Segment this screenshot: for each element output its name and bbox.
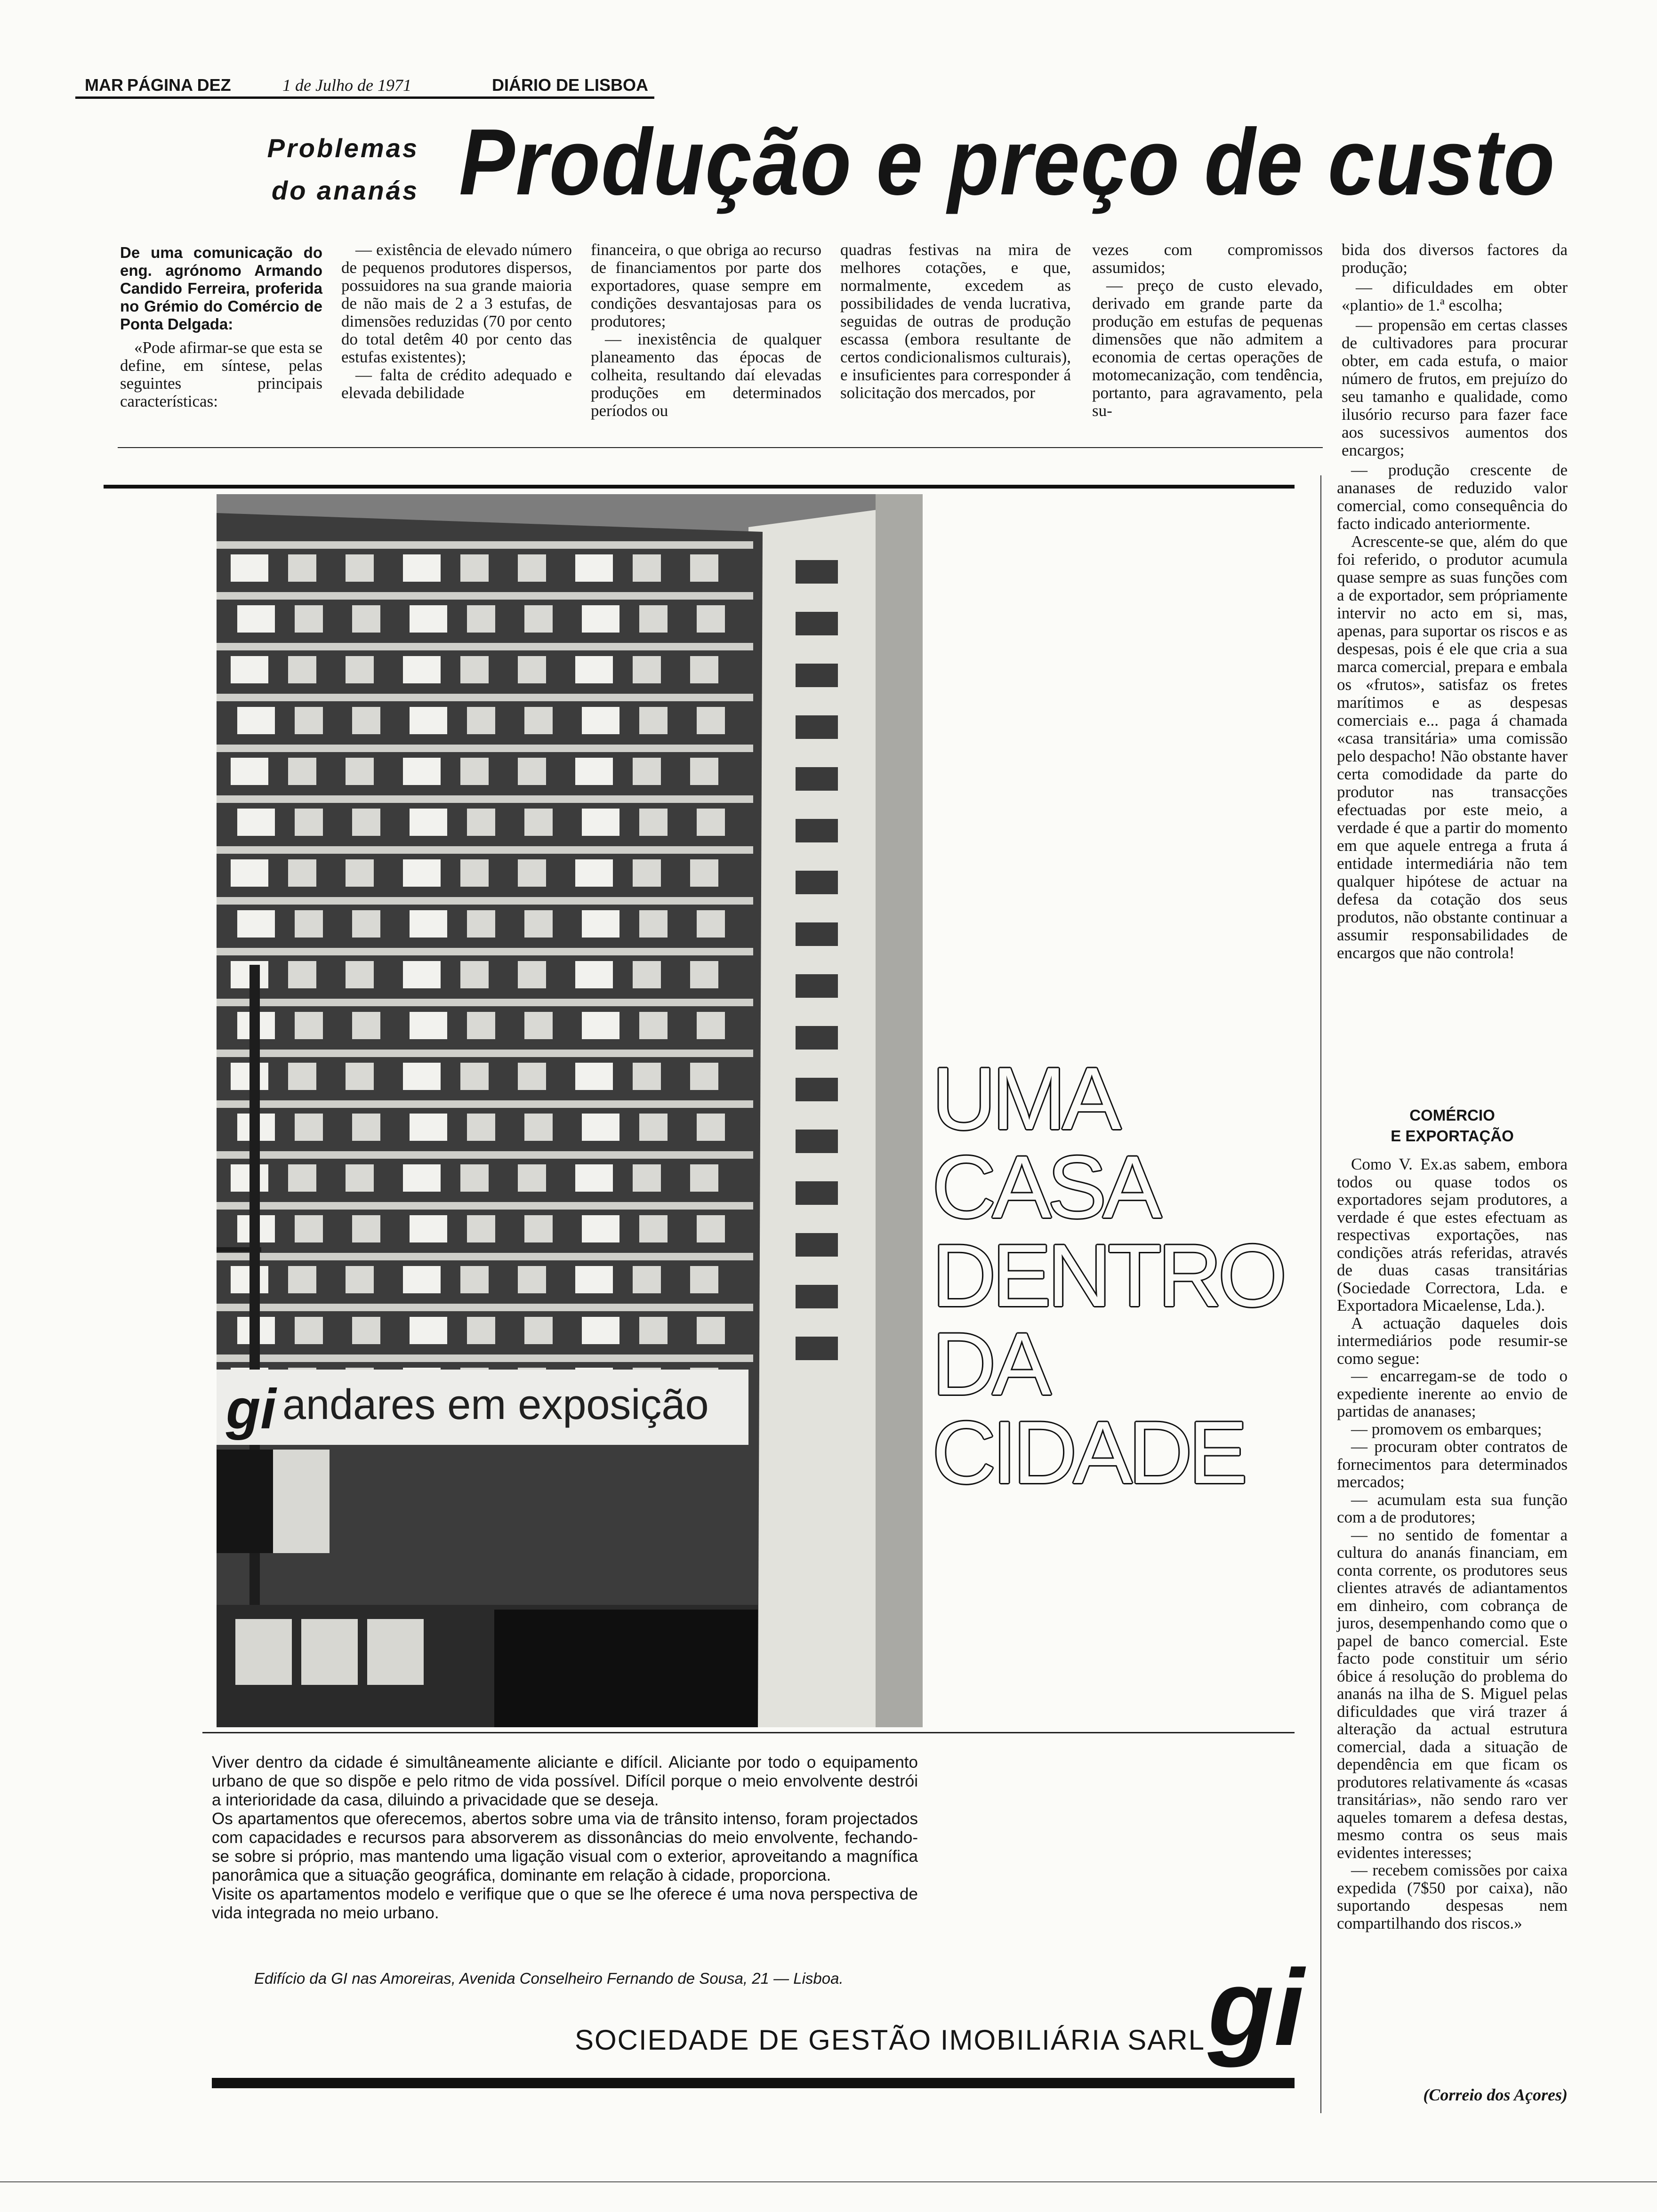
facade-window	[467, 1012, 495, 1039]
facade-window	[582, 605, 619, 633]
facade-window	[633, 1063, 661, 1090]
facade-window	[403, 656, 441, 683]
kicker-line-2: do ananás	[272, 176, 419, 205]
facade-window	[288, 554, 316, 582]
facade-window	[524, 910, 553, 938]
slogan-line: DENTRO	[932, 1226, 1283, 1325]
building-photo	[217, 494, 923, 1727]
facade-window	[524, 605, 553, 633]
article-intro: De uma comunicação do eng. agrónomo Armando Candido Ferreira, proferida no Grémio do Comércio de Ponta Delgada:	[120, 244, 322, 333]
facade-window	[403, 1063, 441, 1090]
facade-window	[460, 859, 489, 887]
article-paragraph: — preço de custo elevado, derivado em grande parte da produção em estufas de pequenas dimensões que não admitem a economia de certas operações de motomecanização, com tendência, portanto, para agravamento, pela su-	[1092, 276, 1323, 420]
facade-window	[403, 554, 441, 582]
facade-window	[633, 961, 661, 988]
facade-window	[633, 1164, 661, 1192]
facade-window	[697, 809, 725, 836]
facade-window	[582, 910, 619, 938]
facade-window	[460, 1063, 489, 1090]
facade-window	[346, 758, 374, 785]
facade-window	[639, 707, 668, 734]
facade-window	[575, 961, 613, 988]
facade-window	[524, 1012, 553, 1039]
right-column-continued	[1337, 1155, 1568, 1932]
subhead-line-2: E EXPORTAÇÃO	[1391, 1127, 1514, 1145]
facade-window	[288, 961, 316, 988]
facade-window	[403, 1266, 441, 1293]
masthead	[75, 75, 654, 104]
facade-slab	[217, 1253, 753, 1260]
facade-window	[633, 1266, 661, 1293]
facade-window	[352, 1215, 380, 1242]
article-paragraph: — produção crescente de ananases de reduzido valor comercial, como consequência do facto indicado anteriormente.	[1337, 461, 1568, 533]
facade-window	[690, 1266, 718, 1293]
page-bottom-rule	[0, 2181, 1657, 2182]
facade-window	[518, 1164, 546, 1192]
facade-window	[295, 809, 323, 836]
facade-window	[639, 1114, 668, 1141]
facade-window	[524, 809, 553, 836]
facade-window	[295, 707, 323, 734]
facade-window	[352, 1012, 380, 1039]
newspaper-name: DIÁRIO DE LISBOA	[492, 75, 649, 95]
facade-window	[524, 707, 553, 734]
ad-body	[212, 1753, 918, 1923]
list-item: — encarregam-se de todo o expediente inerente ao envio de partidas de ananases;	[1337, 1367, 1568, 1420]
ad-paragraph: Viver dentro da cidade é simultâneamente aliciante e difícil. Aliciante por todo o equipamento urbano de que so dispõe e pelo ritmo de vida possível. Difícil porque o meio envolvente destrói a interioridade da casa, diluindo a privacidade que se deseja.	[212, 1753, 918, 1809]
section-subhead	[1337, 1105, 1568, 1146]
article-kicker	[249, 127, 419, 212]
facade-window	[352, 1114, 380, 1141]
facade-window	[690, 1164, 718, 1192]
facade-window	[410, 605, 447, 633]
facade-window	[460, 656, 489, 683]
facade-window	[295, 1317, 323, 1344]
facade-window	[518, 1266, 546, 1293]
facade-window	[697, 605, 725, 633]
facade-window	[467, 605, 495, 633]
facade-slab	[217, 694, 753, 701]
facade-slab	[217, 541, 753, 549]
facade-window	[633, 859, 661, 887]
facade-window	[352, 1317, 380, 1344]
facade-window	[460, 554, 489, 582]
facade-window	[460, 1164, 489, 1192]
slogan-line: CIDADE	[932, 1403, 1244, 1502]
article-paragraph: — existência de elevado número de pequenos produtores dispersos, possuidores na sua grande maioria de não mais de 2 a 3 estufas, de dimensões reduzidas (70 por cento do total detêm 40 por cento das estufas existentes);	[341, 240, 572, 366]
facade-window	[796, 612, 838, 635]
facade-window	[796, 664, 838, 687]
facade-window	[410, 809, 447, 836]
facade-window	[231, 758, 268, 785]
facade-window	[697, 910, 725, 938]
facade-window	[237, 707, 275, 734]
facade-window	[639, 605, 668, 633]
slogan-line: UMA	[932, 1049, 1118, 1148]
facade-window	[237, 910, 275, 938]
facade-window	[288, 1266, 316, 1293]
facade-slab	[217, 1304, 753, 1311]
article-paragraph: — falta de crédito adequado e elevada debilidade	[341, 366, 572, 402]
facade-window	[690, 1063, 718, 1090]
facade-window	[633, 656, 661, 683]
facade-slab	[217, 1100, 753, 1108]
list-item: — acumulam esta sua função com a de produtores;	[1337, 1490, 1568, 1526]
facade-window	[575, 1266, 613, 1293]
facade-window	[575, 1063, 613, 1090]
article-paragraph: — propensão em certas classes de cultivadores para procurar obter, em cada estufa, o maior número de frutos, em prejuízo do seu tamanho e qualidade, como ilusório recurso para fazer face aos sucessivos aumentos dos encargos;	[1342, 316, 1568, 459]
logo-text: gi	[1208, 1947, 1304, 2068]
facade-window	[346, 1164, 374, 1192]
facade-slab	[217, 1050, 753, 1057]
facade-window	[796, 974, 838, 998]
facade-window	[518, 656, 546, 683]
section-mark: MAR	[85, 75, 123, 95]
facade-window	[410, 1215, 447, 1242]
facade-window	[524, 1317, 553, 1344]
kicker-line-1: Problemas	[267, 133, 419, 163]
facade-window	[582, 1317, 619, 1344]
facade-window	[288, 1063, 316, 1090]
facade-window	[288, 1164, 316, 1192]
facade-slab	[217, 643, 753, 650]
facade-window	[575, 758, 613, 785]
slogan-line: CASA	[932, 1138, 1158, 1236]
facade-window	[633, 758, 661, 785]
facade-window	[460, 961, 489, 988]
facade-window	[346, 961, 374, 988]
facade-window	[796, 871, 838, 894]
facade-window	[639, 1215, 668, 1242]
facade-window	[467, 809, 495, 836]
facade-window	[352, 605, 380, 633]
facade-window	[288, 656, 316, 683]
facade-window	[690, 961, 718, 988]
article-column-3	[591, 241, 821, 420]
facade-window	[796, 1285, 838, 1308]
company-name: SOCIEDADE DE GESTÃO IMOBILIÁRIA SARL	[574, 2024, 1205, 2056]
facade-window	[582, 707, 619, 734]
sign-text: andares em exposição	[282, 1381, 709, 1428]
facade-window	[690, 859, 718, 887]
facade-window	[403, 1164, 441, 1192]
list-item: — recebem comissões por caixa expedida (7$50 por caixa), não suportando despesas nem compartilhando dos riscos.»	[1337, 1861, 1568, 1932]
facade-slab	[217, 948, 753, 955]
facade-window	[796, 767, 838, 791]
right-column	[1337, 461, 1568, 962]
facade-window	[518, 1063, 546, 1090]
ad-column-rule	[1320, 475, 1321, 2113]
facade-window	[796, 1233, 838, 1257]
facade-window	[346, 656, 374, 683]
facade-window	[575, 1164, 613, 1192]
facade-window	[403, 961, 441, 988]
facade-window	[518, 961, 546, 988]
facade-window	[410, 1317, 447, 1344]
article-column-6	[1342, 241, 1568, 459]
subhead-line-1: COMÉRCIO	[1409, 1106, 1495, 1124]
facade-window	[697, 1114, 725, 1141]
facade-window	[288, 758, 316, 785]
facade-window	[697, 1012, 725, 1039]
facade-window	[796, 922, 838, 946]
facade-window	[410, 1114, 447, 1141]
facade-window	[346, 859, 374, 887]
facade-window	[575, 859, 613, 887]
article-column-2	[341, 241, 572, 402]
ad-slogan	[932, 1049, 1283, 1502]
facade-window	[633, 554, 661, 582]
facade-window	[582, 1012, 619, 1039]
facade-slab	[217, 1151, 753, 1159]
article-paragraph: «Pode afirmar-se que esta se define, em síntese, pelas seguintes principais características:	[120, 338, 322, 410]
facade-window	[295, 1114, 323, 1141]
facade-window	[346, 1266, 374, 1293]
facade-slab	[217, 897, 753, 905]
article-column-1	[120, 244, 322, 410]
facade-window	[524, 1215, 553, 1242]
sign-logo: gi	[226, 1378, 276, 1441]
facade-window	[796, 560, 838, 584]
facade-window	[796, 1130, 838, 1153]
facade-slab	[217, 795, 753, 803]
facade-window	[690, 758, 718, 785]
facade-window	[467, 1114, 495, 1141]
facade-window	[575, 656, 613, 683]
list-item: — promovem os embarques;	[1351, 1419, 1542, 1438]
facade-window	[231, 859, 268, 887]
ad-top-rule	[104, 485, 1295, 489]
facade-window	[796, 1026, 838, 1050]
facade-window	[582, 809, 619, 836]
facade-window	[639, 809, 668, 836]
ad-paragraph: Visite os apartamentos modelo e verifique que o que se lhe oferece é uma nova perspectiva de vida integrada no meio urbano.	[212, 1885, 918, 1922]
article-paragraph: quadras festivas na mira de melhores cotações, e que, normalmente, excedem as possibilidades de venda lucrativa, seguidas de outras de produção escassa (embora resultante de certos condicionalismos culturais), e insuficientes para corresponder á solicitação dos mercados, por	[840, 240, 1071, 402]
facade-window	[690, 656, 718, 683]
list-item: — procuram obter contratos de fornecimentos para determinados mercados;	[1337, 1437, 1568, 1491]
article-headline: Produção e preço de custo	[459, 110, 1556, 215]
facade-window	[460, 758, 489, 785]
facade-window	[639, 910, 668, 938]
slogan-line: DA	[932, 1314, 1048, 1413]
facade-slab	[217, 745, 753, 752]
facade-window	[697, 1317, 725, 1344]
facade-window	[237, 605, 275, 633]
facade-window	[796, 1337, 838, 1360]
facade-window	[518, 758, 546, 785]
ad-bottom-rule	[212, 2078, 1295, 2088]
facade-window	[582, 1114, 619, 1141]
facade-window	[403, 758, 441, 785]
facade-window	[403, 859, 441, 887]
facade-window	[231, 656, 268, 683]
article-column-5	[1092, 241, 1323, 420]
facade-window	[690, 554, 718, 582]
article-source: (Correio dos Açores)	[1423, 2085, 1568, 2104]
facade-window	[796, 715, 838, 739]
facade-window	[467, 1317, 495, 1344]
article-column-4	[840, 241, 1071, 402]
facade-window	[288, 859, 316, 887]
facade-window	[467, 910, 495, 938]
column-rule	[118, 447, 1323, 448]
facade-window	[796, 1078, 838, 1101]
facade-window	[467, 707, 495, 734]
article-paragraph: bida dos diversos factores da produção;	[1342, 240, 1568, 277]
article-paragraph: vezes com compromissos assumidos;	[1092, 240, 1323, 277]
facade-window	[575, 554, 613, 582]
facade-window	[295, 1012, 323, 1039]
facade-window	[352, 707, 380, 734]
facade-slab	[217, 846, 753, 854]
facade-slab	[217, 999, 753, 1006]
facade-window	[410, 910, 447, 938]
facade-window	[518, 859, 546, 887]
facade-window	[410, 707, 447, 734]
article-paragraph: Como V. Ex.as sabem, embora todos ou quase todos os exportadores sejam produtores, a verdade é que estes efectuam as respectivas exportações, nas condições atrás referidas, através de duas casas transitárias (Sociedade Correctora, Lda. e Exportadora Micaelense, Lda.).	[1337, 1155, 1568, 1314]
ad-paragraph: Os apartamentos que oferecemos, abertos sobre uma via de trânsito intenso, foram projectados com capacidades e recursos para absorverem as dissonâncias do meio envolvente, fechando-se sobre si próprio, mas mantendo uma ligação visual com o exterior, aproveitando a magnífica panorâmica que a situação geográfica, dominante em relação à cidade, proporciona.	[212, 1810, 918, 1884]
list-item: — no sentido de fomentar a cultura do ananás financiam, em conta corrente, os produtores seus clientes através de adiantamentos em dinheiro, com cobrança de juros, desempenhando como que o papel de banco comercial. Este facto pode constituir um sério óbice á resolução do problema do ananás na ilha de S. Miguel pelas dificuldades que virá trazer á alteração da actual estrutura comercial, dada a situação de dependência em que ficam os produtores relativamente ás «casas transitárias», não sendo raro ver aqueles tomarem a defesa destas, mesmo contra os seus mais evidentes interesses;	[1337, 1525, 1568, 1862]
ad-caption: Edifício da GI nas Amoreiras, Avenida Conselheiro Fernando de Sousa, 21 — Lisboa.	[254, 1970, 844, 1987]
article-paragraph: A actuação daqueles dois intermediários pode resumir-se como segue:	[1337, 1314, 1568, 1368]
page-label: PÁGINA DEZ	[127, 75, 231, 95]
facade-window	[467, 1215, 495, 1242]
facade-window	[295, 1215, 323, 1242]
facade-window	[518, 554, 546, 582]
facade-window	[639, 1012, 668, 1039]
article-paragraph: financeira, o que obriga ao recurso de financiamentos por parte dos exportadores, quase sempre em condições desvantajosas para os produtores;	[591, 240, 821, 330]
article-paragraph: Acrescente-se que, além do que foi referido, o produtor acumula quase sempre as suas funções com a de exportador, sem própriamente intervir no acto em si, mas, apenas, para suportar os riscos e as despesas, pois é ele que cria a sua marca comercial, prepara e embala os «frutos», satisfaz os fretes marítimos e as despesas comerciais e... paga á chamada «casa transitária» uma comissão pelo despacho! Não obstante haver certa comodidade da parte do produtor nas transacções efectuadas por este meio, a verdade é que a partir do momento em que aquele entrega a fruta á entidade intermediária não tem qualquer hipótese de actuar na defesa da cotação dos seus produtos, não obstante continuar a assumir responsabilidades de encargos que não controla!	[1337, 532, 1568, 962]
facade-window	[410, 1012, 447, 1039]
ad-photo-rule	[202, 1732, 1295, 1733]
facade-window	[697, 707, 725, 734]
facade-window	[796, 1181, 838, 1205]
facade-window	[697, 1215, 725, 1242]
gi-logo	[1208, 1947, 1304, 2068]
facade-window	[352, 809, 380, 836]
facade-window	[237, 809, 275, 836]
article-paragraph: — dificuldades em obter «plantio» de 1.ª escolha;	[1342, 278, 1568, 314]
facade-slab	[217, 1354, 753, 1362]
facade-slab	[217, 592, 753, 600]
facade-window	[295, 605, 323, 633]
masthead-rule	[75, 96, 654, 99]
facade-window	[346, 1063, 374, 1090]
article-paragraph: — inexistência de qualquer planeamento das épocas de colheita, resultando daí elevadas produções em determinados períodos ou	[591, 330, 821, 420]
facade-window	[346, 554, 374, 582]
facade-window	[460, 1266, 489, 1293]
facade-window	[582, 1215, 619, 1242]
facade-window	[231, 554, 268, 582]
facade-window	[352, 910, 380, 938]
facade-slab	[217, 1202, 753, 1210]
facade-window	[639, 1317, 668, 1344]
facade-window	[295, 910, 323, 938]
facade-window	[796, 819, 838, 842]
facade-window	[524, 1114, 553, 1141]
issue-date: 1 de Julho de 1971	[282, 76, 411, 95]
